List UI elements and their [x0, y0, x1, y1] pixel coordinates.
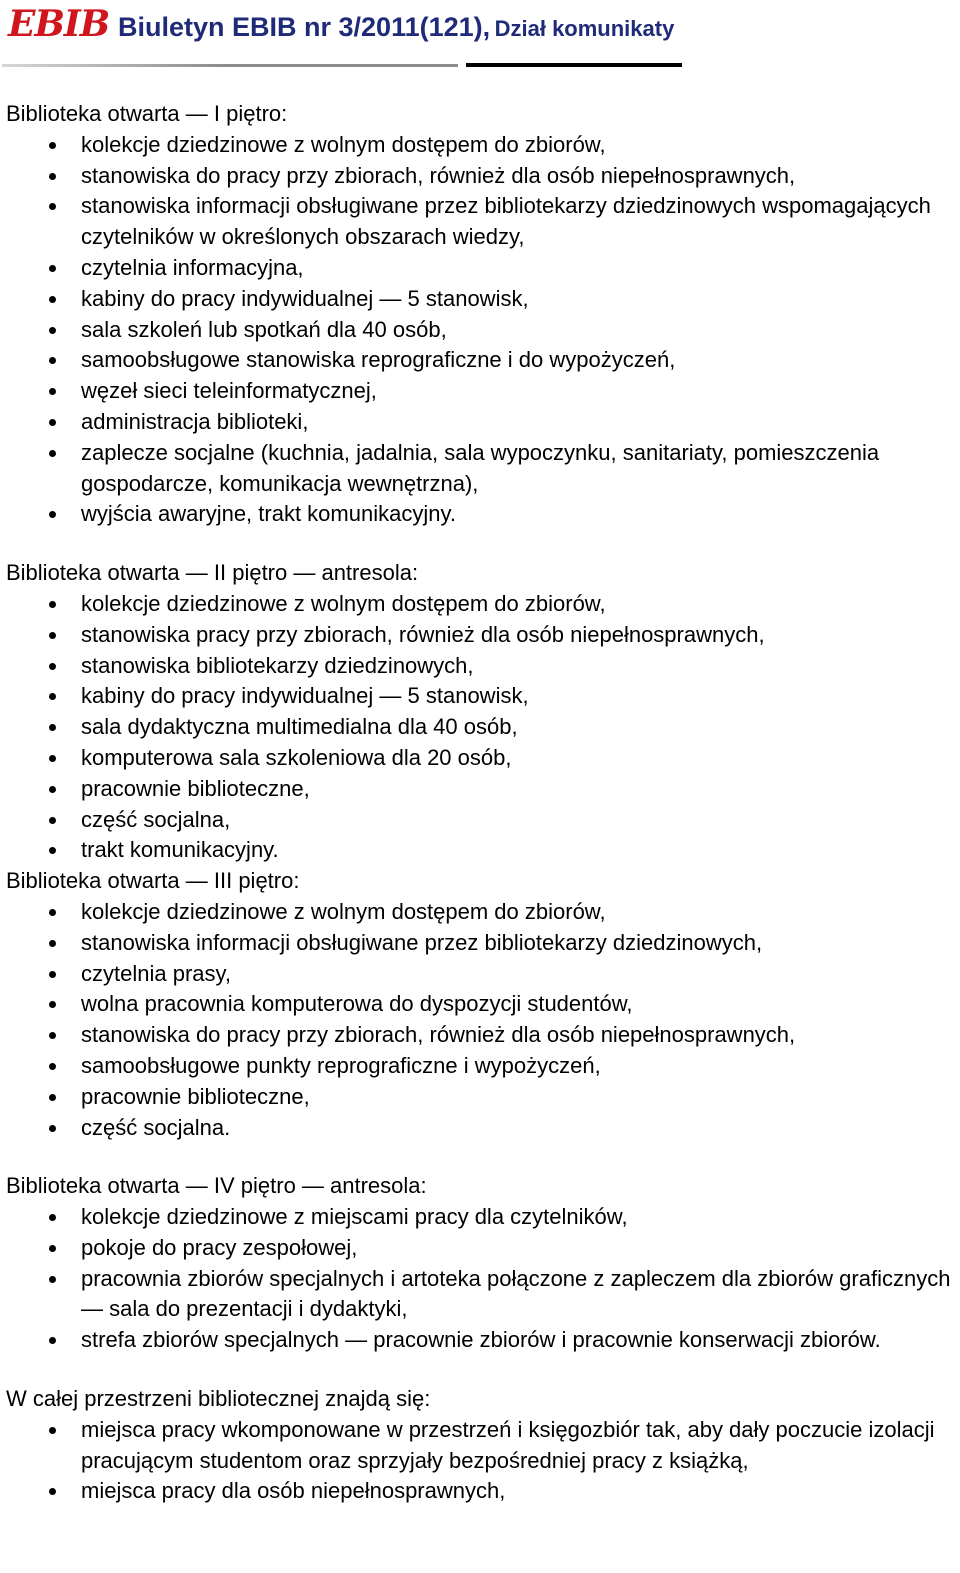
section-gap — [6, 530, 956, 558]
header-rule-dark — [466, 63, 682, 67]
header-rule-grey — [232, 64, 458, 67]
list-item: kolekcje dziedzinowe z wolnym dostępem do zbiorów, — [81, 130, 956, 161]
list-item: stanowiska do pracy przy zbiorach, również dla osób niepełnosprawnych, — [81, 161, 956, 192]
list-item: pokoje do pracy zespołowej, — [81, 1233, 956, 1264]
list-item: stanowiska informacji obsługiwane przez bibliotekarzy dziedzinowych wspomagających czytelników w określonych obszarach wiedzy, — [81, 191, 956, 253]
list-item: kolekcje dziedzinowe z wolnym dostępem do zbiorów, — [81, 897, 956, 928]
floor-4-list — [6, 1202, 956, 1356]
list-item: część socjalna, — [81, 805, 956, 836]
page-header — [0, 0, 960, 72]
floor-3-list — [6, 897, 956, 1143]
list-item: stanowiska do pracy przy zbiorach, również dla osób niepełnosprawnych, — [81, 1020, 956, 1051]
list-item: miejsca pracy dla osób niepełnosprawnych, — [81, 1476, 956, 1507]
bulletin-title: Biuletyn EBIB nr 3/2011(121), — [118, 12, 491, 42]
list-item: miejsca pracy wkomponowane w przestrzeń i księgozbiór tak, aby dały poczucie izolacji pracującym studentom oraz sprzyjały bezpośredniej pracy z książką, — [81, 1415, 956, 1477]
floor-1-list — [6, 130, 956, 530]
section-gap — [6, 1143, 956, 1171]
list-item: kolekcje dziedzinowe z miejscami pracy dla czytelników, — [81, 1202, 956, 1233]
list-item: czytelnia prasy, — [81, 959, 956, 990]
section-heading-floor-1: Biblioteka otwarta — I piętro: — [6, 101, 288, 126]
list-item: wolna pracownia komputerowa do dyspozycji studentów, — [81, 989, 956, 1020]
list-item: węzeł sieci teleinformatycznej, — [81, 376, 956, 407]
floor-2-list — [6, 589, 956, 866]
whole-library-list — [6, 1415, 956, 1507]
list-item: wyjścia awaryjne, trakt komunikacyjny. — [81, 499, 956, 530]
list-item: stanowiska bibliotekarzy dziedzinowych, — [81, 651, 956, 682]
list-item: sala szkoleń lub spotkań dla 40 osób, — [81, 315, 956, 346]
list-item: czytelnia informacyjna, — [81, 253, 956, 284]
list-item: kolekcje dziedzinowe z wolnym dostępem do zbiorów, — [81, 589, 956, 620]
list-item: pracownia zbiorów specjalnych i artoteka połączone z zapleczem dla zbiorów graficznych — sala do prezentacji i dydaktyki, — [81, 1264, 956, 1326]
list-item: samoobsługowe punkty reprograficzne i wypożyczeń, — [81, 1051, 956, 1082]
document-body — [6, 99, 956, 1507]
section-name: Dział komunikaty — [494, 16, 675, 41]
list-item: komputerowa sala szkoleniowa dla 20 osób, — [81, 743, 956, 774]
list-item: administracja biblioteki, — [81, 407, 956, 438]
section-heading-floor-4: Biblioteka otwarta — IV piętro — antresola: — [6, 1173, 427, 1199]
list-item: sala dydaktyczna multimedialna dla 40 osób, — [81, 712, 956, 743]
ebib-logo: EBIB — [8, 3, 110, 45]
section-heading-floor-3: Biblioteka otwarta — III piętro: — [6, 868, 300, 894]
header-rule-light — [2, 64, 232, 67]
list-item: trakt komunikacyjny. — [81, 835, 956, 866]
header-title — [118, 12, 674, 43]
list-item: zaplecze socjalne (kuchnia, jadalnia, sala wypoczynku, sanitariaty, pomieszczenia gospodarcze, komunikacja wewnętrzna), — [81, 438, 956, 500]
section-heading-whole-library: W całej przestrzeni bibliotecznej znajdą się: — [6, 1386, 431, 1412]
list-item: stanowiska informacji obsługiwane przez bibliotekarzy dziedzinowych, — [81, 928, 956, 959]
list-item: samoobsługowe stanowiska reprograficzne i do wypożyczeń, — [81, 345, 956, 376]
list-item: kabiny do pracy indywidualnej — 5 stanowisk, — [81, 284, 956, 315]
list-item: pracownie biblioteczne, — [81, 1082, 956, 1113]
list-item: strefa zbiorów specjalnych — pracownie zbiorów i pracownie konserwacji zbiorów. — [81, 1325, 956, 1356]
list-item: stanowiska pracy przy zbiorach, również dla osób niepełnosprawnych, — [81, 620, 956, 651]
list-item: pracownie biblioteczne, — [81, 774, 956, 805]
list-item: kabiny do pracy indywidualnej — 5 stanowisk, — [81, 681, 956, 712]
section-gap — [6, 1356, 956, 1384]
section-heading-floor-2: Biblioteka otwarta — II piętro — antresola: — [6, 560, 419, 586]
list-item: część socjalna. — [81, 1113, 956, 1144]
